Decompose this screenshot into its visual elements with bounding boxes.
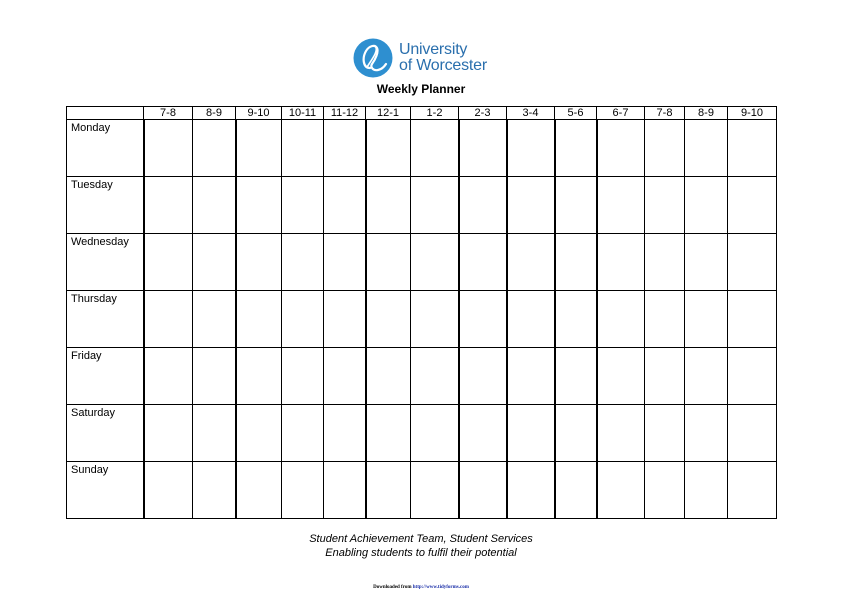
planner-slot-cell[interactable] xyxy=(728,120,777,177)
planner-slot-cell[interactable] xyxy=(507,120,555,177)
planner-slot-cell[interactable] xyxy=(366,405,411,462)
planner-slot-cell[interactable] xyxy=(685,291,728,348)
planner-slot-cell[interactable] xyxy=(193,234,236,291)
day-row xyxy=(67,234,777,291)
planner-slot-cell[interactable] xyxy=(282,120,324,177)
planner-slot-cell[interactable] xyxy=(144,348,193,405)
planner-slot-cell[interactable] xyxy=(728,234,777,291)
header-row xyxy=(67,107,777,120)
planner-slot-cell[interactable] xyxy=(282,177,324,234)
planner-slot-cell[interactable] xyxy=(555,405,597,462)
planner-slot-cell[interactable] xyxy=(411,291,459,348)
day-row xyxy=(67,177,777,234)
planner-slot-cell[interactable] xyxy=(411,405,459,462)
planner-slot-cell[interactable] xyxy=(144,462,193,519)
planner-slot-cell[interactable] xyxy=(144,291,193,348)
time-slot-header: 7-8 xyxy=(144,107,193,120)
planner-slot-cell[interactable] xyxy=(236,177,282,234)
planner-slot-cell[interactable] xyxy=(144,234,193,291)
time-slot-header: 9-10 xyxy=(236,107,282,120)
planner-slot-cell[interactable] xyxy=(685,462,728,519)
day-label: Thursday xyxy=(67,291,144,348)
planner-slot-cell[interactable] xyxy=(597,348,645,405)
planner-slot-cell[interactable] xyxy=(324,348,366,405)
university-name xyxy=(399,42,487,74)
planner-slot-cell[interactable] xyxy=(411,348,459,405)
time-slot-header: 10-11 xyxy=(282,107,324,120)
planner-slot-cell[interactable] xyxy=(193,405,236,462)
planner-slot-cell[interactable] xyxy=(144,177,193,234)
day-row xyxy=(67,405,777,462)
planner-slot-cell[interactable] xyxy=(193,348,236,405)
planner-slot-cell[interactable] xyxy=(507,291,555,348)
planner-slot-cell[interactable] xyxy=(597,291,645,348)
planner-slot-cell[interactable] xyxy=(728,405,777,462)
planner-slot-cell[interactable] xyxy=(685,405,728,462)
planner-slot-cell[interactable] xyxy=(728,177,777,234)
planner-slot-cell[interactable] xyxy=(555,234,597,291)
time-slot-header: 1-2 xyxy=(411,107,459,120)
footer-link[interactable]: http://www.tidyforms.com xyxy=(412,585,469,590)
planner-slot-cell[interactable] xyxy=(555,291,597,348)
planner-slot-cell[interactable] xyxy=(597,234,645,291)
planner-slot-cell[interactable] xyxy=(236,405,282,462)
planner-slot-cell[interactable] xyxy=(728,291,777,348)
time-slot-header: 9-10 xyxy=(728,107,777,120)
planner-slot-cell[interactable] xyxy=(728,348,777,405)
planner-slot-cell[interactable] xyxy=(282,234,324,291)
planner-slot-cell[interactable] xyxy=(236,291,282,348)
time-slot-header: 8-9 xyxy=(193,107,236,120)
time-slot-header: 8-9 xyxy=(685,107,728,120)
planner-slot-cell[interactable] xyxy=(324,177,366,234)
planner-slot-cell[interactable] xyxy=(324,405,366,462)
corner-cell xyxy=(67,107,144,120)
planner-slot-cell[interactable] xyxy=(366,177,411,234)
planner-slot-cell[interactable] xyxy=(144,120,193,177)
tagline-motto: Enabling students to fulfil their potential xyxy=(325,547,517,559)
planner-slot-cell[interactable] xyxy=(282,291,324,348)
day-row xyxy=(67,348,777,405)
planner-slot-cell[interactable] xyxy=(411,177,459,234)
planner-slot-cell[interactable] xyxy=(507,177,555,234)
time-slot-header: 5-6 xyxy=(555,107,597,120)
planner-slot-cell[interactable] xyxy=(459,291,507,348)
planner-slot-cell[interactable] xyxy=(555,348,597,405)
planner-slot-cell[interactable] xyxy=(193,291,236,348)
time-slot-header: 3-4 xyxy=(507,107,555,120)
planner-slot-cell[interactable] xyxy=(507,462,555,519)
planner-slot-cell[interactable] xyxy=(645,462,685,519)
planner-slot-cell[interactable] xyxy=(459,234,507,291)
planner-slot-cell[interactable] xyxy=(366,291,411,348)
planner-slot-cell[interactable] xyxy=(459,462,507,519)
day-row xyxy=(67,291,777,348)
planner-slot-cell[interactable] xyxy=(645,177,685,234)
planner-slot-cell[interactable] xyxy=(366,234,411,291)
time-slot-header: 12-1 xyxy=(366,107,411,120)
time-slot-header: 7-8 xyxy=(645,107,685,120)
planner-slot-cell[interactable] xyxy=(459,348,507,405)
planner-slot-cell[interactable] xyxy=(645,348,685,405)
planner-slot-cell[interactable] xyxy=(193,177,236,234)
planner-slot-cell[interactable] xyxy=(236,234,282,291)
time-slot-header: 2-3 xyxy=(459,107,507,120)
tagline xyxy=(0,532,842,560)
planner-slot-cell[interactable] xyxy=(728,462,777,519)
planner-slot-cell[interactable] xyxy=(324,462,366,519)
university-name-line2: of Worcester xyxy=(399,57,487,74)
planner-slot-cell[interactable] xyxy=(193,462,236,519)
planner-slot-cell[interactable] xyxy=(324,120,366,177)
planner-body xyxy=(67,120,777,519)
day-row xyxy=(67,120,777,177)
planner-slot-cell[interactable] xyxy=(411,462,459,519)
day-label: Friday xyxy=(67,348,144,405)
planner-slot-cell[interactable] xyxy=(555,177,597,234)
planner-slot-cell[interactable] xyxy=(144,405,193,462)
time-slot-header: 6-7 xyxy=(597,107,645,120)
planner-slot-cell[interactable] xyxy=(324,291,366,348)
university-name-line1: University xyxy=(399,41,468,58)
planner-slot-cell[interactable] xyxy=(366,120,411,177)
day-label: Sunday xyxy=(67,462,144,519)
university-logo-icon xyxy=(353,38,393,78)
weekly-planner-grid xyxy=(66,106,777,519)
planner-slot-cell[interactable] xyxy=(507,405,555,462)
planner-slot-cell[interactable] xyxy=(507,348,555,405)
planner-slot-cell[interactable] xyxy=(597,405,645,462)
download-footer xyxy=(0,585,842,591)
page-title: Weekly Planner xyxy=(376,82,466,96)
day-label: Tuesday xyxy=(67,177,144,234)
planner-slot-cell[interactable] xyxy=(459,177,507,234)
day-label: Monday xyxy=(67,120,144,177)
planner-slot-cell[interactable] xyxy=(459,120,507,177)
planner-slot-cell[interactable] xyxy=(366,462,411,519)
tagline-team: Student Achievement Team, Student Services xyxy=(309,533,533,545)
planner-slot-cell[interactable] xyxy=(411,234,459,291)
planner-slot-cell[interactable] xyxy=(282,348,324,405)
planner-slot-cell[interactable] xyxy=(555,120,597,177)
planner-slot-cell[interactable] xyxy=(366,348,411,405)
planner-slot-cell[interactable] xyxy=(685,177,728,234)
planner-slot-cell[interactable] xyxy=(685,120,728,177)
planner-slot-cell[interactable] xyxy=(597,177,645,234)
planner-slot-cell[interactable] xyxy=(459,405,507,462)
planner-slot-cell[interactable] xyxy=(236,120,282,177)
day-row xyxy=(67,462,777,519)
planner-slot-cell[interactable] xyxy=(282,405,324,462)
planner-slot-cell[interactable] xyxy=(507,234,555,291)
planner-slot-cell[interactable] xyxy=(685,348,728,405)
planner-slot-cell[interactable] xyxy=(597,462,645,519)
planner-slot-cell[interactable] xyxy=(282,462,324,519)
planner-slot-cell[interactable] xyxy=(685,234,728,291)
planner-slot-cell[interactable] xyxy=(645,291,685,348)
footer-prefix: Downloaded from xyxy=(373,585,413,590)
time-slot-header: 11-12 xyxy=(324,107,366,120)
planner-slot-cell[interactable] xyxy=(236,462,282,519)
day-label: Wednesday xyxy=(67,234,144,291)
planner-slot-cell[interactable] xyxy=(645,405,685,462)
planner-slot-cell[interactable] xyxy=(597,120,645,177)
planner-slot-cell[interactable] xyxy=(645,120,685,177)
university-logo xyxy=(353,37,487,79)
planner-slot-cell[interactable] xyxy=(193,120,236,177)
planner-slot-cell[interactable] xyxy=(411,120,459,177)
planner-slot-cell[interactable] xyxy=(236,348,282,405)
planner-slot-cell[interactable] xyxy=(645,234,685,291)
planner-slot-cell[interactable] xyxy=(324,234,366,291)
planner-slot-cell[interactable] xyxy=(555,462,597,519)
day-label: Saturday xyxy=(67,405,144,462)
